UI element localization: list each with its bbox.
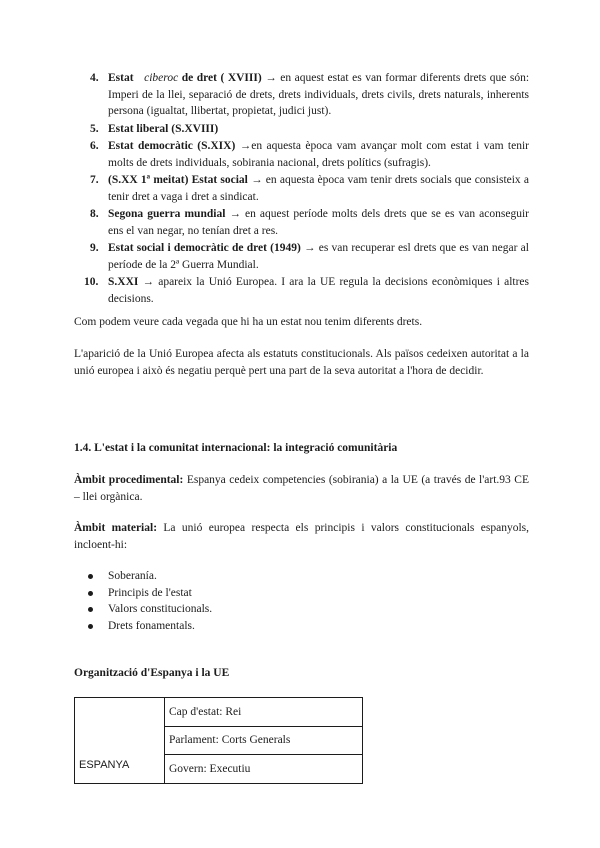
list-item	[74, 568, 474, 585]
list-item	[74, 138, 529, 171]
list-item	[74, 240, 529, 273]
list-item	[74, 206, 529, 239]
table-cell: Cap d'estat: Rei	[165, 698, 363, 727]
country-cell: ESPANYA	[75, 698, 165, 784]
list-item	[74, 274, 529, 307]
ambit-procedimental-text: Espanya cedeix competencies (sobirania) a la UE (a través de l'art.93 CE – llei orgànica.	[74, 474, 529, 503]
table-row	[75, 698, 363, 727]
bullet-list	[74, 568, 474, 634]
table-cell: Parlament: Corts Generals	[165, 726, 363, 755]
paragraph-summary: Com podem veure cada vegada que hi ha un estat nou tenim diferents drets.	[74, 316, 423, 328]
stage-text: en aquest període molts dels drets que se es van aconseguir ens el van negar, no tenían dret a res.	[108, 208, 529, 237]
list-item	[74, 618, 474, 635]
stage-text: → es van recuperar esl drets que es van negar al període de la 2ª Guerra Mundial.	[108, 242, 529, 271]
ambit-material-text: La unió europea respecta els principis i valors constitucionals espanyols, incloent-hi:	[74, 522, 529, 551]
stage-title: Segona guerra mundial →	[108, 208, 241, 220]
list-item	[74, 601, 474, 618]
bullet-text: Soberanía.	[108, 570, 157, 582]
stage-title: Estat liberal (S.XVIII)	[108, 122, 219, 135]
bullet-icon	[88, 591, 93, 596]
bullet-text: Valors constitucionals.	[108, 603, 213, 615]
paragraph-ambit-procedimental	[74, 472, 529, 505]
stage-text: →en aquesta època vam avançar molt com estat i vam tenir molts de drets individuals, sobirania nacional, drets polítics (sufragis).	[108, 140, 529, 169]
list-number: 6.	[90, 140, 99, 152]
list-number: 7.	[90, 174, 99, 186]
organization-table	[74, 697, 363, 784]
stage-title: Estat social i democràtic de dret (1949)	[108, 242, 301, 254]
list-item	[74, 172, 529, 205]
table-cell: Govern: Executiu	[165, 755, 363, 784]
stage-text: → en aquesta època vam tenir drets socials que consisteix a tenir dret a vaga i dret a sindicat.	[108, 174, 529, 203]
stage-text: → en aquest estat es van formar diferents drets que són: Imperi de la llei, separació de drets, drets individuals, drets civils, drets naturals, inherents persona (igualtat, llibertat, propietat, judici just).	[108, 72, 530, 117]
list-number: 10.	[84, 276, 99, 288]
section-heading: 1.4. L'estat i la comunitat internacional: la integració comunitària	[74, 442, 398, 454]
list-number: 5.	[90, 122, 99, 135]
stage-title: Estat	[108, 72, 134, 84]
list-item	[74, 121, 529, 138]
org-heading: Organització d'Espanya i la UE	[74, 667, 230, 679]
bullet-icon	[88, 607, 93, 612]
ambit-material-label: Àmbit material:	[74, 522, 158, 534]
list-item	[74, 70, 529, 120]
paragraph-eu-effect: L'aparició de la Unió Europea afecta als estatuts constitucionals. Als països cedeixen autoritat a la unió europea i això és negatiu perquè pert una part de la seva autoritat a l'hora de decidir.	[74, 348, 529, 377]
list-item	[74, 585, 474, 602]
ambit-procedimental-label: Àmbit procedimental:	[74, 474, 184, 486]
bullet-text: Drets fonamentals.	[108, 619, 195, 632]
stage-title-italic: ciberoc	[144, 72, 179, 84]
list-number: 9.	[90, 242, 99, 254]
stage-title: S.XXI	[108, 276, 139, 288]
stage-text: → apareix la Unió Europea. I ara la UE regula la decisions econòmiques i altres decisions.	[108, 276, 529, 305]
stage-title: Estat democràtic (S.XIX)	[108, 140, 236, 152]
bullet-icon	[88, 574, 93, 579]
stage-title: de dret ( XVIII)	[181, 72, 262, 84]
historical-stages-list	[74, 70, 529, 308]
paragraph-ambit-material	[74, 520, 529, 553]
bullet-text: Principis de l'estat	[108, 586, 192, 599]
list-number: 8.	[90, 208, 99, 220]
stage-title: (S.XX 1ª meitat) Estat social	[108, 174, 248, 186]
bullet-icon	[88, 624, 93, 629]
list-number: 4.	[90, 72, 99, 84]
